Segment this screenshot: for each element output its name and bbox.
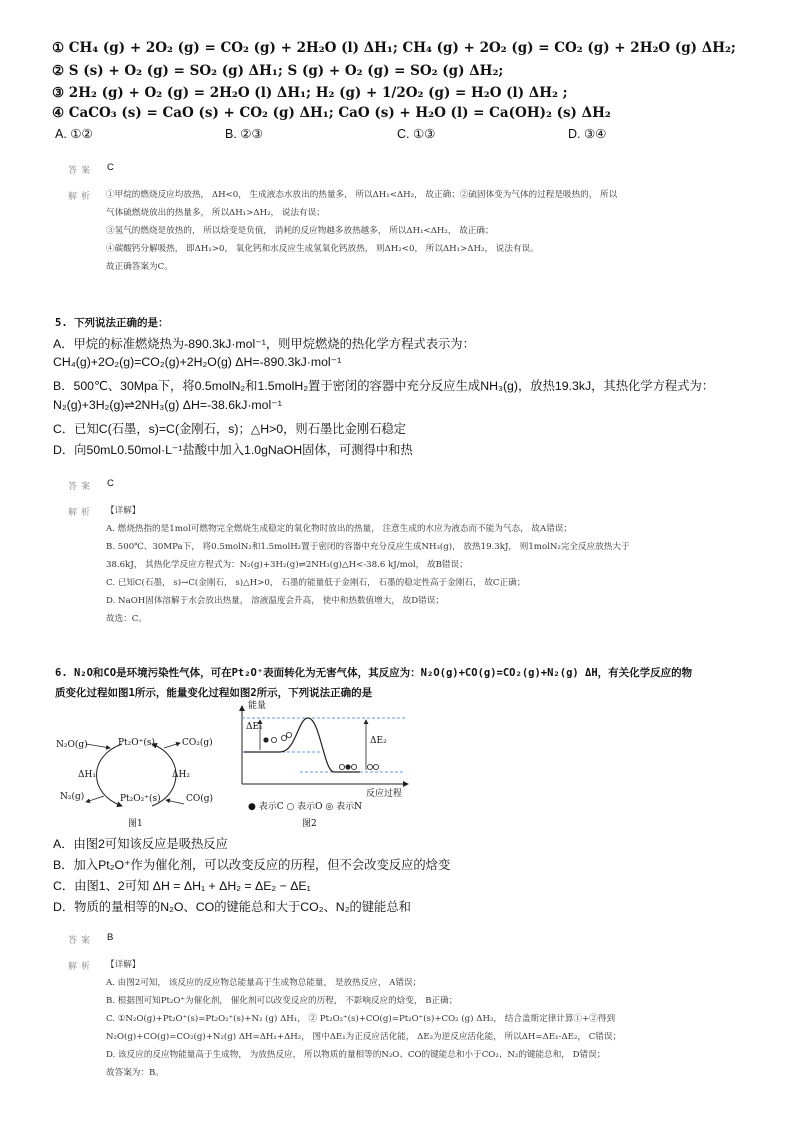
arrow-n2o-in [86,744,110,748]
q4-equation-2: ② S (s) + O₂ (g) = SO₂ (g) ΔH₁; S (g) + O₂ (g) = SO₂ (g) ΔH₂; [52,63,504,79]
q4-equation-1: ① CH₄ (g) + 2O₂ (g) = CO₂ (g) + 2H₂O (l) ΔH₁; CH₄ (g) + 2O₂ (g) = CO₂ (g) + 2H₂O (g) ΔH₂; [52,40,736,56]
q6-title-line-2: 质变化过程如图1所示，能量变化过程如图2所示，下列说法正确的是 [55,687,373,699]
q4-option-b: B. ②③ [225,127,263,141]
q6-option-b: B．加入Pt₂O⁺作为催化剂，可以改变反应的历程，但不会改变反应的焓变 [53,858,451,872]
q6-answer-value: B [107,932,114,943]
label-co: CO(g) [186,794,214,804]
figure-1-caption: 图1 [128,819,143,829]
q6-answer-label: 答案 [68,935,95,945]
reactant-molecule-n2 [286,732,291,737]
q4-equation-4: ④ CaCO₃ (s) = CaO (s) + CO₂ (g) ΔH₁; CaO (s) + H₂O (l) = Ca(OH)₂ (s) ΔH₂ [52,105,611,121]
arrow-left-cycle [97,744,123,806]
q4-equation-3: ③ 2H₂ (g) + O₂ (g) = 2H₂O (l) ΔH₁; H₂ (g) + 1/2O₂ (g) = H₂O (l) ΔH₂ ; [52,85,568,101]
energy-profile-plot [230,698,430,833]
q4-analysis-label: 解析 [68,191,95,201]
figure-2-legend: ● 表示C ○ 表示O ◎ 表示N [248,802,363,812]
label-pt2o-plus: Pt₂O⁺(s) [118,738,156,748]
q4-option-d: D. ③④ [568,127,607,141]
q6-analysis-heading: 【详解】 [106,960,141,970]
q6-analysis-line: B. 根据图可知Pt₂O⁺为催化剂， 催化剂可以改变反应的历程， 不影响反应的焓变， B正确； [106,996,458,1006]
product-molecule-n [367,764,372,769]
q5-option-b-line-2: N₂(g)+3H₂(g)⇌2NH₃(g) ΔH=-38.6kJ·mol⁻¹ [53,398,282,412]
q4-option-c: C. ①③ [397,127,436,141]
q6-analysis-line: D. 该反应的反应物能量高于生成物， 为放热反应， 所以物质的量相等的N₂O、CO的键能总和小于CO₂、N₂的键能总和， D错误； [106,1050,606,1060]
label-n2: N₂(g) [60,792,85,802]
q5-analysis-line: 故选：C。 [106,614,147,624]
q5-option-c: C．已知C(石墨，s)=C(金刚石，s)；△H>0，则石墨比金刚石稳定 [53,422,407,436]
q4-analysis-line: 故正确答案为C。 [106,262,173,272]
q5-option-b-line-1: B．500℃、30Mpa下，将0.5molN₂和1.5molH₂置于密闭的容器中充分反应生成NH₃(g)，放热19.3kJ，其热化学方程式为： [53,379,715,393]
figure-2-caption: 图2 [302,819,317,829]
q4-answer-label: 答案 [68,165,95,175]
q4-answer-value: C [107,162,114,173]
reactant-molecule-c [263,737,268,742]
q5-analysis-line: C. 已知C(石墨， s)→C(金刚石， s)△H>0， 石墨的能量低于金刚石， 石墨的稳定性高于金刚石， 故C正确； [106,578,526,588]
q5-answer-label: 答案 [68,481,95,491]
q6-option-c: C．由图1、2可知 ΔH = ΔH₁ + ΔH₂ = ΔE₂ − ΔE₁ [53,879,311,893]
figure-1-reaction-cycle [50,730,220,830]
figure-2-energy-diagram [230,698,430,833]
arrow-co2-out [164,743,180,748]
q5-analysis-heading: 【详解】 [106,506,141,516]
q5-analysis-line: A. 燃烧热指的是1mol可燃物完全燃烧生成稳定的氧化物时放出的热量， 注意生成的水应为液态而不能为气态， 故A错误； [106,524,572,534]
product-molecule-o2 [351,764,356,769]
q5-option-d: D．向50mL0.50mol·L⁻¹盐酸中加入1.0gNaOH固体，可测得中和热 [53,443,413,457]
q5-option-a-line-1: A．甲烷的标准燃烧热为-890.3kJ·mol⁻¹，则甲烷燃烧的热化学方程式表示为： [53,337,475,351]
product-molecule-c [345,764,350,769]
q4-option-a: A. ①② [55,127,93,141]
product-molecule-o [339,764,344,769]
label-co2: CO₂(g) [182,738,213,748]
product-molecule-n2 [373,764,378,769]
energy-axis-label: 能量 [248,701,267,711]
label-n2o: N₂O(g) [56,740,88,750]
q4-analysis-line: ④碳酸钙分解吸热， 即ΔH₁>0， 氧化钙和水反应生成氢氧化钙放热， 则ΔH₂<0， 所以ΔH₁>ΔH₂， 说法有误。 [106,244,539,254]
q5-answer-value: C [107,478,114,489]
label-delta-h1: ΔH₁ [78,770,96,780]
q5-option-a-line-2: CH₄(g)+2O₂(g)=CO₂(g)+2H₂O(g) ΔH=-890.3kJ·mol⁻¹ [53,355,342,369]
arrow-n2-out [86,796,104,802]
arrow-co-in [166,800,184,804]
label-delta-e2: ΔE₂ [370,736,387,746]
label-delta-e1: ΔE₁ [246,722,263,732]
q6-analysis-label: 解析 [68,961,95,971]
reactant-molecule-n [281,735,286,740]
progress-axis-label: 反应过程 [366,789,403,799]
label-pt2o2-plus: Pt₂O₂⁺(s) [120,794,161,804]
q6-title-line-1: 6. N₂O和CO是环境污染性气体，可在Pt₂O⁺表面转化为无害气体，其反应为：N₂O(g)+CO(g)=CO₂(g)+N₂(g) ΔH，有关化学反应的物 [55,667,693,679]
q4-analysis-line: ③氢气的燃烧是放热的， 所以焓变是负值， 消耗的反应物越多放热越多， 所以ΔH₁<ΔH₂， 故正确； [106,226,494,236]
reactant-molecule-o [271,737,276,742]
q6-analysis-line: C. ①N₂O(g)+Pt₂O⁺(s)=Pt₂O₂⁺(s)+N₂ (g) ΔH₁， ② Pt₂O₂⁺(s)+CO(g)=Pt₂O⁺(s)+CO₂ (g) ΔH₂， 结合盖斯定律计算①+②得到 [106,1014,616,1024]
q6-option-d: D．物质的量相等的N₂O、CO的键能总和大于CO₂、N₂的键能总和 [53,900,411,914]
q5-title: 5. 下列说法正确的是： [55,317,169,329]
label-delta-h2: ΔH₂ [172,770,190,780]
q5-analysis-line: 38.6kJ， 其热化学反应方程式为：N₂(g)+3H₂(g)⇌2NH₃(g)△H<-38.6 kJ/mol， 故B错误； [106,560,468,570]
q6-analysis-line: 故答案为：B。 [106,1068,164,1078]
q5-analysis-line: B. 500℃、30MPa下， 将0.5molN₂和1.5molH₂置于密闭的容器中充分反应生成NH₃(g)， 放热19.3kJ， 则1molN₂完全反应放热大于 [106,542,630,552]
q6-analysis-line: N₂O(g)+CO(g)=CO₂(g)+N₂(g) ΔH=ΔH₁+ΔH₂， 图中ΔE₁为正反应活化能， ΔE₂为逆反应活化能， 所以ΔH=ΔE₁-ΔE₂， C错误； [106,1032,622,1042]
q6-option-a: A．由图2可知该反应是吸热反应 [53,837,228,851]
q6-analysis-line: A. 由图2可知， 该反应的反应物总能量高于生成物总能量， 是放热反应， A错误； [106,978,422,988]
q5-analysis-line: D. NaOH固体溶解于水会放出热量， 溶液温度会升高， 使中和热数值增大， 故D错误； [106,596,444,606]
q4-analysis-line: 气体硫燃烧放出的热量多， 所以ΔH₁>ΔH₂， 说法有误； [106,208,325,218]
q5-analysis-label: 解析 [68,507,95,517]
q4-analysis-line: ①甲烷的燃烧反应均放热， ΔH<0， 生成液态水放出的热量多， 所以ΔH₁<ΔH₂， 故正确；②硫固体变为气体的过程是吸热的， 所以 [106,190,618,200]
